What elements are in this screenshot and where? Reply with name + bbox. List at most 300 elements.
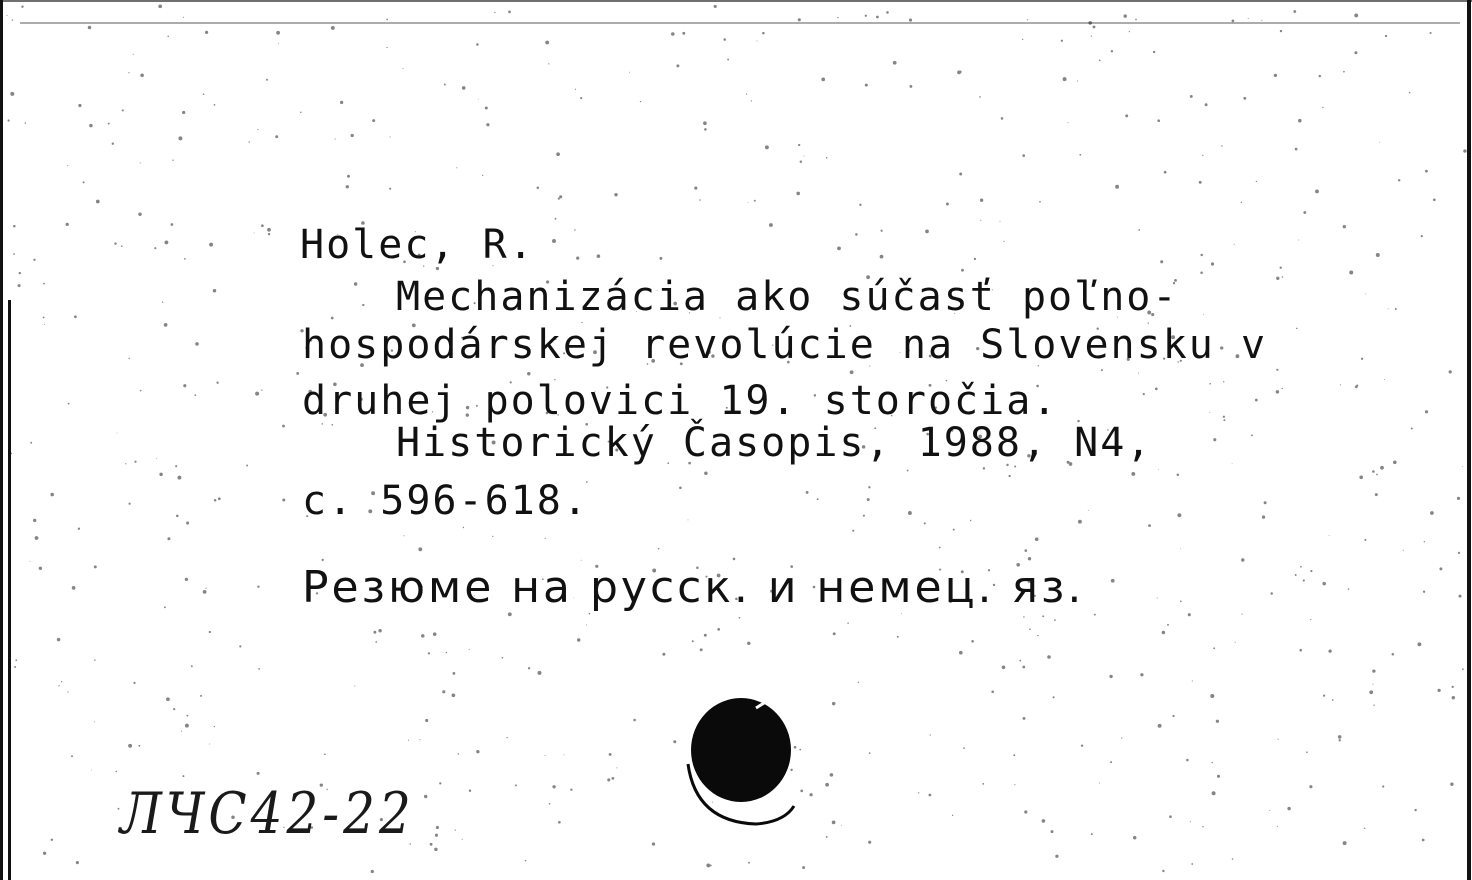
speckle-dot [1255, 399, 1258, 402]
speckle-dot [658, 548, 660, 550]
speckle-dot [182, 111, 185, 114]
speckle-dot [863, 515, 865, 517]
speckle-dot [1287, 807, 1290, 810]
speckle-dot [1449, 370, 1452, 373]
speckle-dot [1417, 642, 1421, 646]
speckle-dot [826, 157, 828, 159]
speckle-dot [1153, 51, 1155, 53]
speckle-dot [1338, 735, 1342, 739]
speckle-dot [999, 221, 1000, 222]
speckle-dot [1303, 211, 1306, 214]
speckle-dot [821, 78, 825, 82]
speckle-dot [494, 12, 495, 13]
speckle-dot [1425, 170, 1428, 173]
speckle-dot [19, 272, 21, 274]
speckle-dot [1282, 276, 1284, 278]
speckle-dot [1270, 592, 1273, 595]
speckle-dot [331, 424, 333, 426]
speckle-dot [1348, 588, 1350, 590]
speckle-dot [850, 370, 854, 374]
speckle-dot [261, 390, 262, 391]
speckle-dot [1462, 466, 1463, 467]
speckle-dot [1395, 308, 1397, 310]
speckle-dot [29, 561, 30, 562]
speckle-dot [1280, 30, 1282, 32]
speckle-dot [609, 753, 612, 756]
speckle-dot [1256, 181, 1257, 182]
speckle-dot [94, 659, 95, 660]
speckle-dot [266, 79, 268, 81]
speckle-dot [7, 15, 8, 16]
speckle-dot [538, 671, 542, 675]
speckle-dot [1186, 759, 1189, 762]
speckle-dot [880, 230, 882, 232]
speckle-dot [469, 790, 471, 792]
speckle-dot [552, 785, 555, 788]
speckle-dot [89, 124, 92, 127]
speckle-dot [1211, 262, 1214, 265]
speckle-dot [12, 19, 13, 20]
speckle-dot [558, 821, 561, 824]
speckle-dot [184, 258, 186, 260]
speckle-dot [508, 11, 511, 14]
speckle-dot [983, 467, 985, 469]
speckle-dot [970, 520, 971, 521]
speckle-dot [1310, 619, 1311, 620]
speckle-dot [444, 84, 446, 86]
speckle-dot [662, 653, 665, 656]
speckle-dot [1458, 552, 1460, 554]
speckle-dot [1398, 179, 1400, 181]
speckle-dot [1131, 472, 1135, 476]
speckle-dot [515, 784, 517, 786]
speckle-dot [1295, 148, 1298, 151]
speckle-dot [1172, 715, 1174, 717]
speckle-dot [435, 834, 438, 837]
speckle-dot [1155, 388, 1158, 391]
speckle-dot [1430, 32, 1432, 34]
speckle-dot [1264, 501, 1267, 504]
speckle-dot [171, 223, 174, 226]
speckle-dot [83, 181, 85, 183]
speckle-dot [1365, 293, 1366, 294]
speckle-dot [403, 535, 404, 536]
speckle-dot [1019, 660, 1021, 662]
speckle-dot [1298, 119, 1302, 123]
speckle-dot [1339, 739, 1341, 741]
speckle-dot [1332, 699, 1334, 701]
speckle-dot [386, 19, 388, 21]
speckle-dot [1221, 145, 1222, 146]
speckle-dot [676, 64, 679, 67]
speckle-dot [502, 657, 504, 659]
speckle-dot [205, 588, 206, 589]
speckle-dot [1403, 550, 1404, 551]
speckle-dot [1088, 510, 1089, 511]
speckle-dot [961, 269, 964, 272]
speckle-dot [706, 863, 710, 867]
speckle-dot [1160, 260, 1163, 263]
speckle-dot [138, 212, 141, 215]
speckle-dot [880, 255, 884, 259]
speckle-dot [1223, 416, 1225, 418]
card-left-rule [8, 300, 11, 880]
speckle-dot [1042, 615, 1044, 617]
speckle-dot [1276, 369, 1278, 371]
speckle-dot [331, 26, 335, 30]
speckle-dot [575, 89, 576, 90]
speckle-dot [1138, 373, 1139, 374]
speckle-dot [33, 259, 35, 261]
speckle-dot [1063, 77, 1067, 81]
speckle-dot [35, 536, 39, 540]
speckle-dot [802, 866, 805, 869]
speckle-dot [1190, 821, 1191, 822]
speckle-dot [1462, 668, 1464, 670]
speckle-dot [25, 122, 26, 123]
speckle-dot [1232, 463, 1233, 464]
speckle-dot [694, 187, 697, 190]
speckle-dot [909, 85, 912, 88]
speckle-dot [1340, 384, 1341, 385]
speckle-dot [15, 659, 17, 661]
speckle-dot [14, 666, 16, 668]
speckle-dot [1212, 762, 1213, 763]
speckle-dot [798, 144, 800, 146]
speckle-dot [436, 826, 439, 829]
speckle-dot [446, 652, 447, 653]
speckle-dot [804, 156, 805, 157]
speckle-dot [852, 530, 854, 532]
speckle-dot [769, 223, 773, 227]
speckle-dot [1109, 675, 1112, 678]
speckle-dot [300, 112, 302, 114]
speckle-dot [974, 258, 976, 260]
speckle-dot [425, 719, 428, 722]
speckle-dot [1111, 50, 1113, 52]
speckle-dot [419, 739, 420, 740]
speckle-dot [1261, 20, 1262, 21]
source-line-1: Historický Časopis, 1988, N4, [396, 420, 1153, 466]
speckle-dot [428, 652, 430, 654]
speckle-dot [68, 403, 70, 405]
speckle-dot [558, 198, 560, 200]
speckle-dot [1148, 524, 1151, 527]
speckle-dot [555, 218, 557, 220]
speckle-dot [172, 160, 173, 161]
speckle-dot [1269, 810, 1270, 811]
speckle-dot [1421, 235, 1423, 237]
speckle-dot [757, 41, 758, 42]
speckle-dot [173, 708, 175, 710]
title-line-2: hospodárskej revolúcie na Slovensku v [302, 322, 1268, 368]
speckle-dot [209, 744, 210, 745]
speckle-dot [452, 693, 456, 697]
speckle-dot [525, 860, 527, 862]
speckle-dot [1133, 836, 1136, 839]
speckle-dot [952, 815, 953, 816]
speckle-dot [901, 613, 902, 614]
speckle-dot [817, 498, 819, 500]
speckle-dot [527, 372, 530, 375]
speckle-dot [408, 740, 409, 741]
speckle-dot [116, 771, 118, 773]
speckle-dot [1014, 784, 1015, 785]
speckle-dot [1354, 13, 1358, 17]
speckle-dot [254, 232, 255, 233]
speckle-dot [1180, 548, 1181, 549]
speckle-dot [548, 63, 549, 64]
speckle-dot [1209, 383, 1211, 385]
speckle-dot [1296, 328, 1298, 330]
speckle-dot [178, 136, 182, 140]
speckle-dot [76, 861, 79, 864]
speckle-dot [733, 558, 736, 561]
speckle-dot [8, 119, 10, 121]
speckle-dot [1369, 690, 1373, 694]
speckle-dot [826, 836, 828, 838]
speckle-dot [209, 243, 213, 247]
speckle-dot [1251, 434, 1253, 436]
speckle-dot [723, 38, 726, 41]
speckle-dot [1157, 119, 1160, 122]
speckle-dot [1035, 537, 1039, 541]
speckle-dot [837, 17, 838, 18]
speckle-dot [700, 648, 703, 651]
speckle-dot [166, 697, 170, 701]
speckle-dot [78, 528, 80, 530]
title-line-1: Mechanizácia ako súčasť poľno- [396, 274, 1179, 320]
speckle-dot [167, 36, 168, 37]
speckle-dot [418, 547, 422, 551]
speckle-dot [18, 284, 21, 287]
speckle-dot [1140, 673, 1143, 676]
speckle-dot [1300, 566, 1302, 568]
speckle-dot [1277, 826, 1278, 827]
speckle-dot [373, 631, 376, 634]
speckle-dot [1343, 71, 1345, 73]
speckle-dot [112, 143, 114, 145]
speckle-dot [1177, 513, 1181, 517]
speckle-dot [1091, 833, 1093, 835]
card-left-edge [0, 0, 3, 880]
speckle-dot [218, 497, 221, 500]
speckle-dot [908, 511, 912, 515]
speckle-dot [1459, 595, 1462, 598]
speckle-dot [257, 772, 260, 775]
speckle-dot [893, 61, 897, 65]
speckle-dot [979, 96, 981, 98]
speckle-dot [462, 86, 466, 90]
speckle-dot [156, 458, 157, 459]
speckle-dot [959, 651, 963, 655]
speckle-dot [354, 282, 358, 286]
speckle-dot [403, 68, 404, 69]
speckle-dot [331, 317, 334, 320]
speckle-dot [1364, 539, 1366, 541]
speckle-dot [1373, 684, 1374, 685]
speckle-dot [1373, 705, 1374, 706]
speckle-dot [800, 160, 802, 162]
speckle-dot [1315, 189, 1319, 193]
speckle-dot [282, 499, 285, 502]
speckle-dot [1439, 567, 1442, 570]
speckle-dot [1276, 277, 1279, 280]
speckle-dot [61, 681, 62, 682]
speckle-dot [1388, 308, 1389, 309]
speckle-dot [1061, 40, 1063, 42]
speckle-dot [1028, 557, 1031, 560]
speckle-dot [213, 289, 216, 292]
speckle-dot [1013, 754, 1015, 756]
speckle-dot [485, 107, 488, 110]
speckle-dot [257, 586, 259, 588]
speckle-dot [1177, 473, 1180, 476]
speckle-dot [78, 104, 81, 107]
title-line-3: druhej polovici 19. storočia. [302, 378, 1059, 424]
speckle-dot [421, 634, 425, 638]
speckle-dot [205, 31, 208, 34]
speckle-dot [1202, 826, 1203, 827]
speckle-dot [867, 498, 870, 501]
speckle-dot [1234, 244, 1235, 245]
speckle-dot [1164, 171, 1167, 174]
speckle-dot [688, 519, 689, 520]
speckle-dot [442, 690, 445, 693]
speckle-dot [963, 747, 965, 749]
speckle-dot [855, 233, 858, 236]
speckle-dot [433, 632, 437, 636]
speckle-dot [1158, 469, 1159, 470]
source-line-2: c. 596-618. [302, 478, 589, 524]
speckle-dot [108, 123, 110, 125]
speckle-dot [1200, 272, 1203, 275]
speckle-dot [865, 15, 867, 17]
speckle-dot [1299, 649, 1302, 652]
speckle-dot [276, 31, 280, 35]
speckle-dot [959, 173, 962, 176]
speckle-dot [1003, 241, 1004, 242]
speckle-dot [671, 32, 675, 36]
speckle-dot [1205, 103, 1208, 106]
speckle-dot [1384, 379, 1385, 380]
speckle-dot [117, 433, 118, 434]
speckle-dot [545, 755, 546, 756]
speckle-dot [859, 204, 861, 206]
speckle-dot [1452, 686, 1454, 688]
speckle-dot [177, 476, 181, 480]
speckle-dot [640, 101, 641, 102]
speckle-dot [351, 134, 354, 137]
speckle-dot [570, 789, 572, 791]
speckle-dot [614, 193, 617, 196]
speckle-dot [1202, 155, 1203, 156]
speckle-dot [616, 767, 617, 768]
speckle-dot [739, 617, 741, 619]
speckle-dot [537, 186, 540, 189]
speckle-dot [492, 536, 493, 537]
speckle-dot [362, 304, 364, 306]
speckle-dot [482, 175, 483, 176]
speckle-dot [462, 839, 463, 840]
speckle-dot [1217, 775, 1220, 778]
speckle-dot [453, 672, 456, 675]
speckle-dot [1295, 574, 1297, 576]
speckle-dot [340, 101, 343, 104]
speckle-dot [1093, 25, 1096, 28]
speckle-dot [1200, 254, 1202, 256]
speckle-dot [43, 316, 45, 318]
speckle-dot [296, 372, 299, 375]
speckle-dot [959, 70, 962, 73]
speckle-dot [679, 487, 682, 490]
speckle-dot [704, 128, 707, 131]
speckle-dot [455, 830, 456, 831]
speckle-dot [1078, 520, 1082, 524]
speckle-dot [1450, 782, 1453, 785]
speckle-dot [214, 499, 217, 502]
speckle-dot [1364, 828, 1365, 829]
speckle-dot [971, 640, 974, 643]
author-name: Holec, R. [300, 222, 535, 268]
speckle-dot [868, 841, 871, 844]
speckle-dot [133, 54, 134, 55]
speckle-dot [1380, 466, 1384, 470]
speckle-dot [1278, 739, 1279, 740]
speckle-dot [1099, 783, 1100, 784]
speckle-dot [185, 578, 188, 581]
speckle-dot [282, 425, 285, 428]
speckle-dot [390, 136, 391, 137]
speckle-dot [897, 636, 899, 638]
speckle-dot [1232, 858, 1234, 860]
speckle-dot [980, 220, 981, 221]
speckle-dot [929, 794, 932, 797]
speckle-dot [183, 384, 186, 387]
speckle-dot [727, 59, 729, 61]
speckle-dot [1422, 839, 1425, 842]
speckle-dot [1322, 107, 1323, 108]
speckle-dot [1022, 39, 1023, 40]
speckle-dot [953, 529, 955, 531]
speckle-dot [140, 390, 142, 392]
speckle-dot [1053, 696, 1055, 698]
speckle-dot [458, 753, 460, 755]
speckle-dot [275, 135, 278, 138]
speckle-dot [1210, 694, 1214, 698]
speckle-dot [128, 72, 129, 73]
speckle-dot [869, 752, 871, 754]
speckle-dot [33, 519, 36, 522]
speckle-dot [1323, 695, 1325, 697]
speckle-dot [1248, 18, 1249, 19]
speckle-dot [1241, 614, 1242, 615]
speckle-dot [94, 565, 97, 568]
speckle-dot [1023, 717, 1026, 720]
speckle-dot [946, 203, 949, 206]
speckle-dot [858, 682, 859, 683]
speckle-dot [1356, 384, 1358, 386]
speckle-dot [261, 224, 264, 227]
speckle-dot [1293, 10, 1296, 13]
speckle-dot [798, 18, 801, 21]
speckle-dot [58, 685, 59, 686]
speckle-dot [463, 527, 464, 528]
speckle-dot [1343, 841, 1347, 845]
speckle-dot [574, 229, 576, 231]
speckle-dot [44, 324, 45, 325]
speckle-dot [214, 104, 216, 106]
